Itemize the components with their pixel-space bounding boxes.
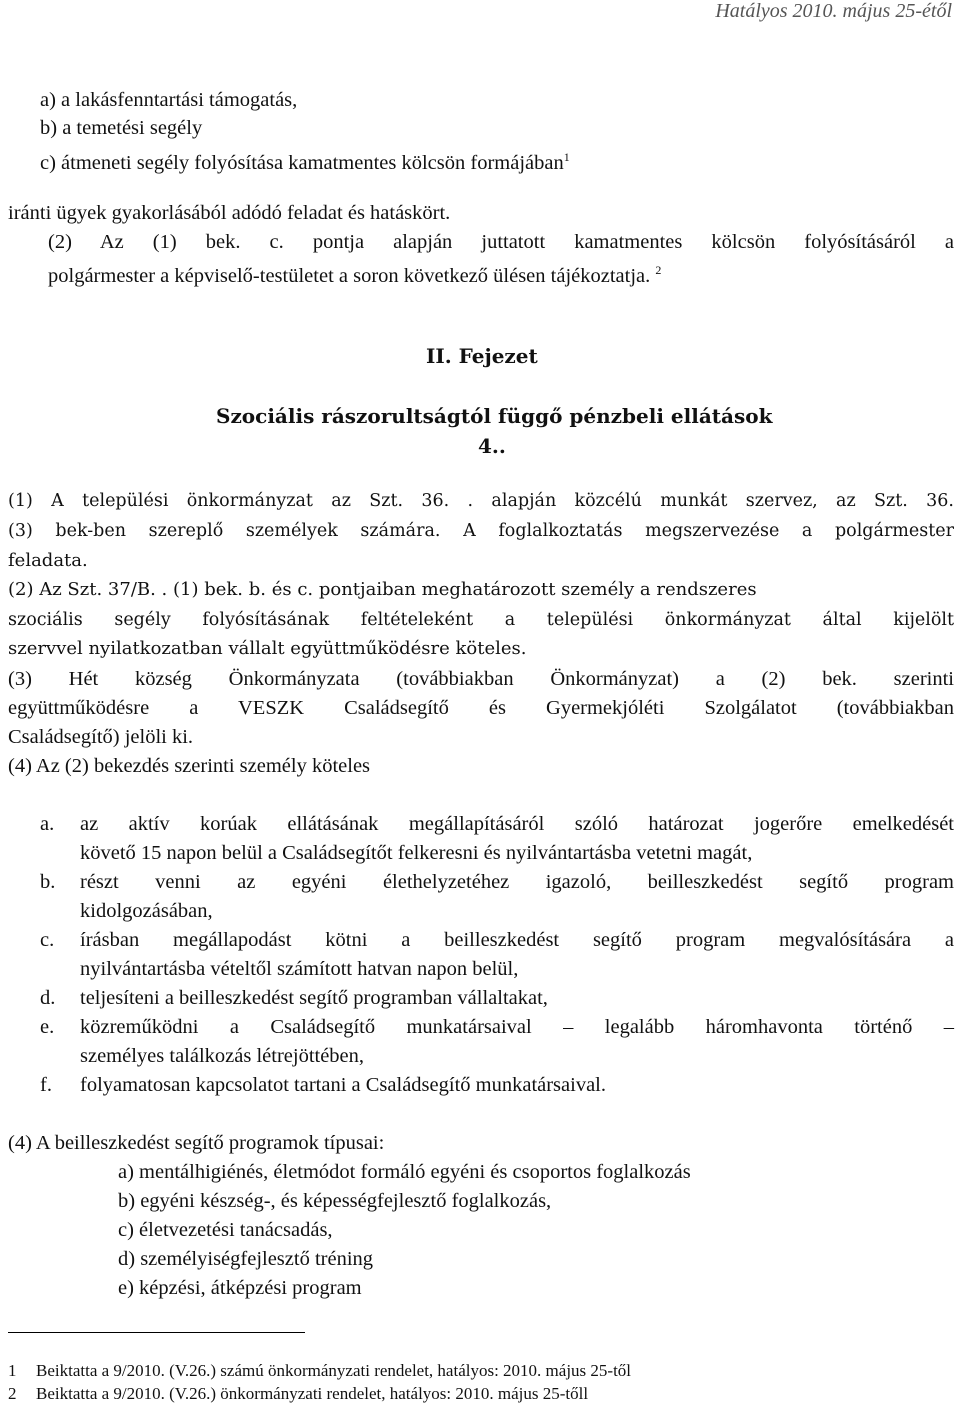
section-number: 4.. [478,434,506,458]
obligation-b-line1: részt venni az egyéni élethelyzetéhez igazoló, beilleszkedést segítő program [80,871,954,893]
s4-p1-line3: feladata. [8,550,88,571]
footnote-ref-1[interactable]: 1 [563,150,570,164]
obligation-c-label: c. [40,929,55,951]
footnote-separator [8,1332,305,1333]
program-item-d: d) személyiségfejlesztő tréning [118,1248,374,1270]
obligation-b-line2: kidolgozásában, [80,900,213,922]
effective-date-header: Hatályos 2010. május 25-étől [715,0,952,22]
s4-p3-line3: Családsegítő) jelöli ki. [8,726,194,748]
program-item-a: a) mentálhigiénés, életmódot formáló egyéni és csoportos foglalkozás [118,1161,691,1183]
footnote-2-num: 2 [8,1384,17,1403]
chapter-title: Szociális rászorultságtól függő pénzbeli ellátások [216,404,773,428]
program-item-c: c) életvezetési tanácsadás, [118,1219,333,1241]
s4-p1-line2: (3) bek-ben szereplő személyek számára. A foglalkoztatás megszervezése a polgármester [8,521,954,541]
obligation-a-line2: követő 15 napon belül a Családsegítőt felkeresni és nyilvántartásba vetetni magát, [80,842,753,864]
s4-p1-line1: (1) A települési önkormányzat az Szt. 36. . alapján közcélú munkát szervez, az Szt. 36. [8,491,954,511]
obligation-a-label: a. [40,813,55,835]
programs-title: (4) A beilleszkedést segítő programok típusai: [8,1132,385,1154]
s4-p4: (4) Az (2) bekezdés szerinti személy köteles [8,755,371,777]
footnote-1-num: 1 [8,1361,17,1380]
obligation-d-label: d. [40,987,56,1009]
obligation-b-label: b. [40,871,56,893]
obligation-f-line1: folyamatosan kapcsolatot tartani a Családsegítő munkatársaival. [80,1074,607,1096]
para2-line2-text: polgármester a képviselő-testületet a soron következő ülésen tájékoztatja. [48,265,651,287]
footnote-ref-2[interactable]: 2 [655,263,662,277]
footnote-1-text: Beiktatta a 9/2010. (V.26.) számú önkormányzati rendelet, hatályos: 2010. május 25-től [36,1361,632,1380]
obligation-a-line1: az aktív korúak ellátásának megállapításáról szóló határozat jogerőre emelkedését [80,813,954,835]
intro-list-item-c-text: c) átmeneti segély folyósítása kamatmentes kölcsön formájában [40,152,564,174]
program-item-e: e) képzési, átképzési program [118,1277,362,1299]
obligation-e-label: e. [40,1016,55,1038]
s4-p2-line3: szervvel nyilatkozatban vállalt együttműködésre köteles. [8,638,527,659]
intro-list-item-b: b) a temetési segély [40,117,203,139]
para2-line1: (2) Az (1) bek. c. pontja alapján juttatott kamatmentes kölcsön folyósításáról a [48,231,954,253]
s4-p3-line2: együttműködésre a VESZK Családsegítő és Gyermekjóléti Szolgálatot (továbbiakban [8,697,954,719]
obligation-e-line2: személyes találkozás létrejöttében, [80,1045,365,1067]
s4-p2-line2: szociális segély folyósításának feltételeként a települési önkormányzat által kijelölt [8,610,954,630]
para2-line2 [48,257,661,289]
intro-list-item-a: a) a lakásfenntartási támogatás, [40,89,298,111]
obligation-f-label: f. [40,1074,52,1096]
chapter-number: II. Fejezet [426,344,538,368]
obligation-c-line1: írásban megállapodást kötni a beilleszkedést segítő program megvalósítására a [80,929,954,951]
intro-continuation: iránti ügyek gyakorlásából adódó feladat és hatáskört. [8,202,451,224]
s4-p2-line1: (2) Az Szt. 37/B. . (1) bek. b. és c. pontjaiban meghatározott személy a rendszeres [8,579,757,600]
footnote-2-text: Beiktatta a 9/2010. (V.26.) önkormányzati rendelet, hatályos: 2010. május 25-tőll [36,1384,589,1403]
program-item-b: b) egyéni készség-, és képességfejlesztő foglalkozás, [118,1190,552,1212]
obligation-d-line1: teljesíteni a beilleszkedést segítő programban vállaltakat, [80,987,548,1009]
obligation-e-line1: közreműködni a Családsegítő munkatársaival – legalább háromhavonta történő – [80,1016,954,1038]
obligation-c-line2: nyilvántartásba vételtől számított hatvan napon belül, [80,958,519,980]
intro-list-item-c [40,144,570,176]
s4-p3-line1: (3) Hét község Önkormányzata (továbbiakban Önkormányzat) a (2) bek. szerinti [8,668,954,690]
